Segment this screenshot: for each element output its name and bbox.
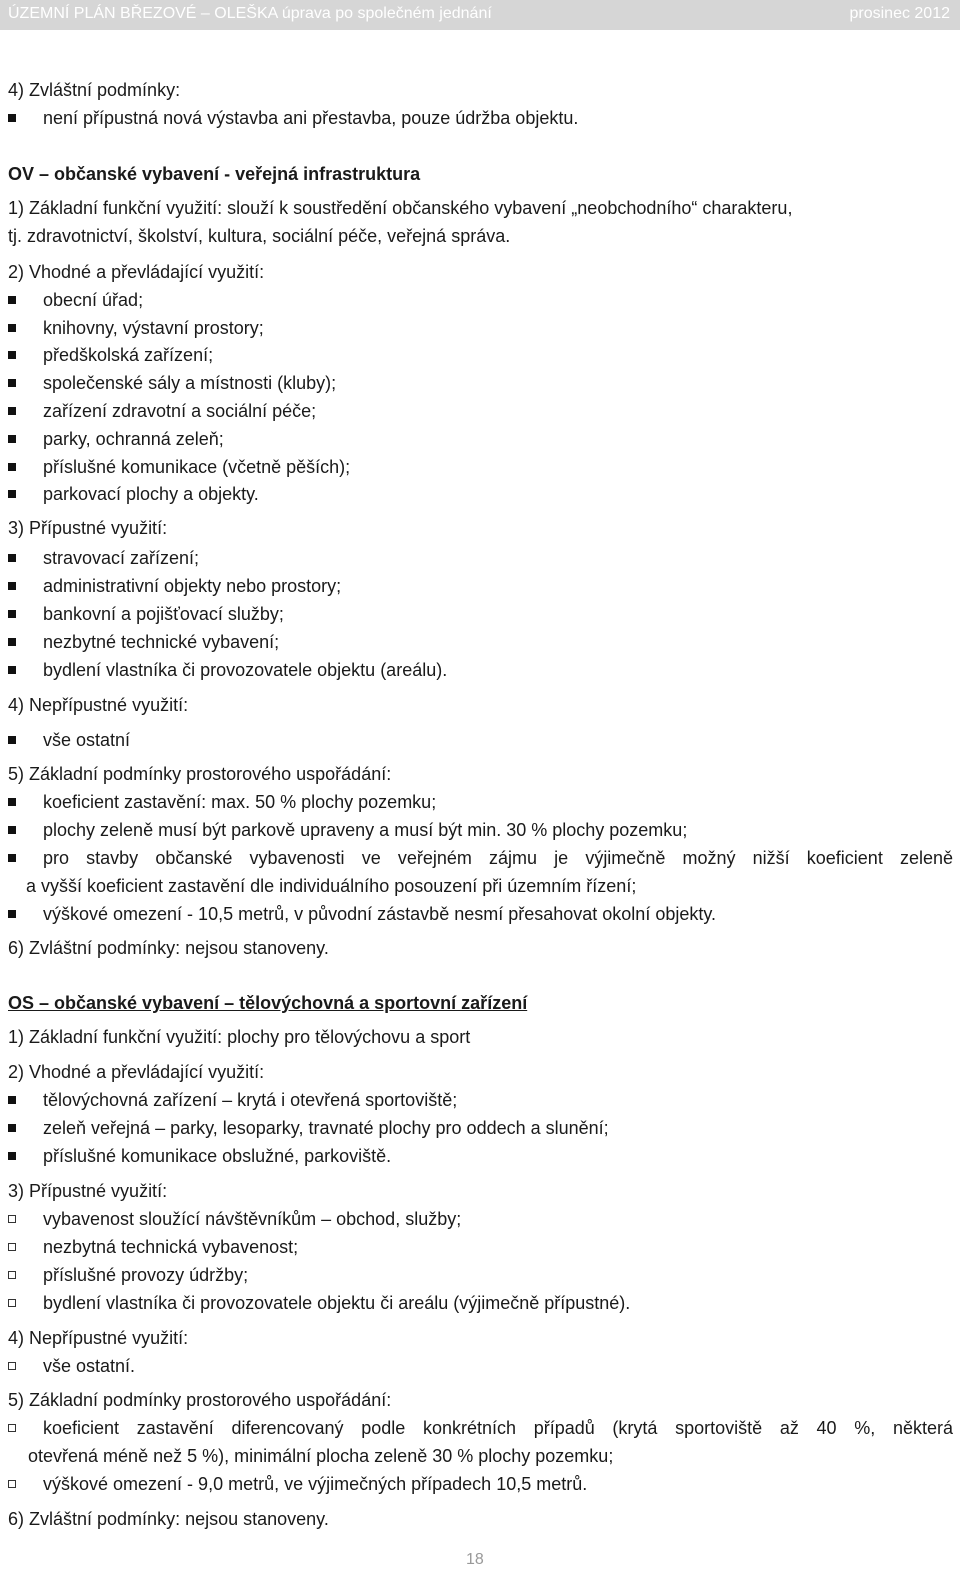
bullet-item xyxy=(8,288,954,312)
header-date: prosinec 2012 xyxy=(849,5,950,22)
bullet-square-icon xyxy=(8,1243,16,1251)
bullet-square-icon xyxy=(8,351,16,359)
paragraph-line: 3) Přípustné využití: xyxy=(8,1181,168,1201)
bullet-item xyxy=(8,1354,954,1378)
bullet-text: pro stavby občanské vybavenosti ve veřejném zájmu je výjimečně možný nižší koeficient zeleně xyxy=(43,848,953,868)
bullet-continuation: otevřená méně než 5 %), minimální plocha zeleně 30 % plochy pozemku; xyxy=(28,1446,614,1466)
bullet-square-icon xyxy=(8,114,16,122)
bullet-item xyxy=(8,602,954,626)
paragraph-line: 4) Nepřípustné využití: xyxy=(8,695,189,715)
bullet-square-icon xyxy=(8,798,16,806)
bullet-item xyxy=(8,316,954,340)
paragraph-line: 4) Nepřípustné využití: xyxy=(8,1328,189,1348)
bullet-text: plochy zeleně musí být parkově upraveny a musí být min. 30 % plochy pozemku; xyxy=(43,820,688,840)
bullet-text: vše ostatní xyxy=(43,730,131,750)
bullet-item xyxy=(8,574,954,598)
bullet-text: není přípustná nová výstavba ani přestavba, pouze údržba objektu. xyxy=(43,108,579,128)
bullet-text: bankovní a pojišťovací služby; xyxy=(43,604,284,624)
bullet-text: parkovací plochy a objekty. xyxy=(43,484,259,504)
bullet-square-icon xyxy=(8,1124,16,1132)
bullet-item xyxy=(8,1144,954,1168)
bullet-square-icon xyxy=(8,1299,16,1307)
bullet-square-icon xyxy=(8,1362,16,1370)
bullet-item xyxy=(8,1291,954,1315)
bullet-text: výškové omezení - 9,0 metrů, ve výjimečných případech 10,5 metrů. xyxy=(43,1474,588,1494)
bullet-square-icon xyxy=(8,407,16,415)
bullet-item xyxy=(8,846,954,870)
bullet-text: společenské sály a místnosti (kluby); xyxy=(43,373,337,393)
bullet-square-icon xyxy=(8,490,16,498)
bullet-item xyxy=(8,343,954,367)
bullet-square-icon xyxy=(8,435,16,443)
bullet-square-icon xyxy=(8,1152,16,1160)
bullet-item xyxy=(8,902,954,926)
bullet-text: příslušné komunikace obslužné, parkoviště. xyxy=(43,1146,392,1166)
bullet-text: nezbytné technické vybavení; xyxy=(43,632,280,652)
bullet-square-icon xyxy=(8,736,16,744)
bullet-text: bydlení vlastníka či provozovatele objektu (areálu). xyxy=(43,660,448,680)
paragraph-line: 1) Základní funkční využití: slouží k soustředění občanského vybavení „neobchodního“ charakteru, xyxy=(8,198,793,218)
bullet-square-icon xyxy=(8,826,16,834)
bullet-square-icon xyxy=(8,296,16,304)
paragraph-line: 4) Zvláštní podmínky: xyxy=(8,80,181,100)
paragraph-line: tj. zdravotnictví, školství, kultura, sociální péče, veřejná správa. xyxy=(8,226,511,246)
bullet-text: parky, ochranná zeleň; xyxy=(43,429,224,449)
bullet-text: předškolská zařízení; xyxy=(43,345,214,365)
bullet-item xyxy=(8,399,954,423)
bullet-item xyxy=(8,482,954,506)
bullet-text: stravovací zařízení; xyxy=(43,548,200,568)
bullet-square-icon xyxy=(8,1096,16,1104)
bullet-item xyxy=(8,1088,954,1112)
bullet-text: nezbytná technická vybavenost; xyxy=(43,1237,299,1257)
bullet-item xyxy=(8,630,954,654)
bullet-item xyxy=(8,1263,954,1287)
bullet-item xyxy=(8,371,954,395)
section-heading: OV – občanské vybavení - veřejná infrastruktura xyxy=(8,164,421,184)
bullet-square-icon xyxy=(8,610,16,618)
bullet-item xyxy=(8,1235,954,1259)
paragraph-line: 5) Základní podmínky prostorového uspořádání: xyxy=(8,1390,392,1410)
bullet-square-icon xyxy=(8,1271,16,1279)
header-document-title: ÚZEMNÍ PLÁN BŘEZOVÉ – OLEŠKA úprava po společném jednání xyxy=(8,5,492,22)
bullet-item xyxy=(8,427,954,451)
paragraph-line: 1) Základní funkční využití: plochy pro tělovýchovu a sport xyxy=(8,1027,471,1047)
bullet-text: příslušné komunikace (včetně pěších); xyxy=(43,457,351,477)
bullet-text: obecní úřad; xyxy=(43,290,144,310)
bullet-text: knihovny, výstavní prostory; xyxy=(43,318,264,338)
bullet-square-icon xyxy=(8,666,16,674)
bullet-square-icon xyxy=(8,379,16,387)
bullet-square-icon xyxy=(8,554,16,562)
bullet-item xyxy=(8,1207,954,1231)
bullet-text: administrativní objekty nebo prostory; xyxy=(43,576,342,596)
bullet-text: vše ostatní. xyxy=(43,1356,136,1376)
bullet-text: koeficient zastavění diferencovaný podle konkrétních případů (krytá sportoviště až 40 %, některá xyxy=(43,1418,953,1438)
bullet-text: vybavenost sloužící návštěvníkům – obchod, služby; xyxy=(43,1209,462,1229)
paragraph-line: 3) Přípustné využití: xyxy=(8,518,168,538)
bullet-item xyxy=(8,455,954,479)
bullet-square-icon xyxy=(8,1215,16,1223)
bullet-text: tělovýchovná zařízení – krytá i otevřená sportoviště; xyxy=(43,1090,458,1110)
bullet-square-icon xyxy=(8,463,16,471)
bullet-square-icon xyxy=(8,582,16,590)
bullet-square-icon xyxy=(8,638,16,646)
bullet-square-icon xyxy=(8,1424,16,1432)
bullet-text: bydlení vlastníka či provozovatele objektu či areálu (výjimečně přípustné). xyxy=(43,1293,631,1313)
bullet-square-icon xyxy=(8,910,16,918)
bullet-item xyxy=(8,1416,954,1440)
bullet-item xyxy=(8,1116,954,1140)
bullet-text: koeficient zastavění: max. 50 % plochy pozemku; xyxy=(43,792,437,812)
bullet-square-icon xyxy=(8,854,16,862)
section-heading: OS – občanské vybavení – tělovýchovná a sportovní zařízení xyxy=(8,993,528,1013)
bullet-text: zařízení zdravotní a sociální péče; xyxy=(43,401,317,421)
bullet-text: výškové omezení - 10,5 metrů, v původní zástavbě nesmí přesahovat okolní objekty. xyxy=(43,904,717,924)
bullet-continuation: a vyšší koeficient zastavění dle individuálního posouzení při územním řízení; xyxy=(26,876,637,896)
bullet-item xyxy=(8,818,954,842)
bullet-item xyxy=(8,728,954,752)
paragraph-line: 6) Zvláštní podmínky: nejsou stanoveny. xyxy=(8,938,329,958)
bullet-item xyxy=(8,1472,954,1496)
page-header xyxy=(0,0,960,30)
bullet-item xyxy=(8,658,954,682)
paragraph-line: 5) Základní podmínky prostorového uspořádání: xyxy=(8,764,392,784)
bullet-item xyxy=(8,790,954,814)
bullet-text: zeleň veřejná – parky, lesoparky, travnaté plochy pro oddech a slunění; xyxy=(43,1118,609,1138)
bullet-item xyxy=(8,546,954,570)
paragraph-line: 2) Vhodné a převládající využití: xyxy=(8,1062,265,1082)
paragraph-line: 2) Vhodné a převládající využití: xyxy=(8,262,265,282)
bullet-item xyxy=(8,106,954,130)
bullet-square-icon xyxy=(8,324,16,332)
bullet-square-icon xyxy=(8,1480,16,1488)
bullet-text: příslušné provozy údržby; xyxy=(43,1265,249,1285)
page-number: 18 xyxy=(466,1551,484,1568)
paragraph-line: 6) Zvláštní podmínky: nejsou stanoveny. xyxy=(8,1509,329,1529)
